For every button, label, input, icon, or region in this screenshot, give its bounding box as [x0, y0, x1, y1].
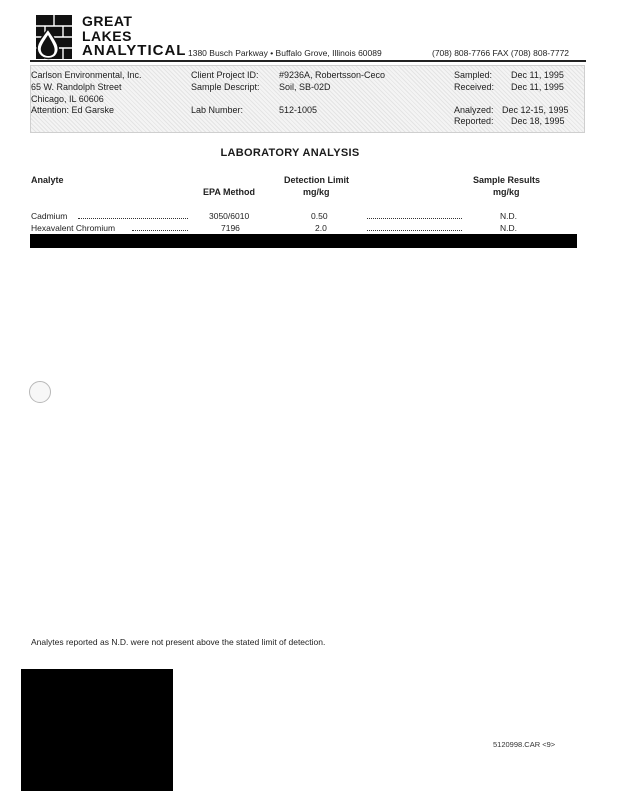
sample-result: N.D.	[500, 223, 517, 233]
received-label: Received:	[454, 82, 495, 92]
page-title: LABORATORY ANALYSIS	[220, 147, 360, 159]
footnote: Analytes reported as N.D. were not present above the stated limit of detection.	[31, 637, 326, 647]
sample-descript-value: Soil, SB-02D	[279, 82, 331, 92]
analyte-name: Hexavalent Chromium	[31, 223, 116, 233]
logo-line-3: ANALYTICAL	[82, 42, 187, 59]
analyzed-value: Dec 12-15, 1995	[502, 105, 569, 115]
col-method-header: EPA Method	[203, 187, 255, 197]
lab-logo-icon	[30, 15, 76, 61]
leader-dots	[367, 230, 462, 231]
lab-address: 1380 Busch Parkway • Buffalo Grove, Illinois 60089	[188, 48, 382, 58]
analyzed-label: Analyzed:	[454, 105, 494, 115]
client-project-label: Client Project ID:	[191, 70, 259, 80]
sample-result: N.D.	[500, 211, 517, 221]
sampled-value: Dec 11, 1995	[511, 70, 564, 80]
reported-value: Dec 18, 1995	[511, 116, 565, 126]
sampled-label: Sampled:	[454, 70, 493, 80]
lab-number-value: 512-1005	[279, 105, 318, 115]
redaction-block	[21, 669, 173, 791]
client-street: 65 W. Randolph Street	[31, 82, 122, 92]
client-city: Chicago, IL 60606	[31, 94, 104, 104]
lab-number-label: Lab Number:	[191, 105, 244, 115]
detection-limit: 2.0	[315, 223, 327, 233]
client-company: Carlson Environmental, Inc.	[31, 70, 142, 80]
punch-hole	[29, 381, 51, 403]
leader-dots	[367, 218, 462, 219]
analyte-name: Cadmium	[31, 211, 68, 221]
reported-label: Reported:	[454, 116, 494, 126]
client-project-value: #9236A, Robertsson-Ceco	[279, 70, 386, 80]
col-analyte-header: Analyte	[31, 175, 64, 185]
received-value: Dec 11, 1995	[511, 82, 564, 92]
col-results-header: Sample Results	[473, 175, 541, 185]
epa-method: 7196	[221, 223, 240, 233]
col-detection-unit: mg/kg	[303, 187, 330, 197]
redaction-bar	[30, 234, 577, 248]
col-detection-header: Detection Limit	[284, 175, 350, 185]
leader-dots	[132, 230, 188, 231]
detection-limit: 0.50	[311, 211, 328, 221]
leader-dots	[78, 218, 188, 219]
document-code: 5120998.CAR <9>	[493, 740, 556, 749]
logo-line-1: GREAT	[82, 13, 133, 29]
company-logo-text	[82, 14, 186, 59]
col-results-unit: mg/kg	[493, 187, 520, 197]
client-attention: Attention: Ed Garske	[31, 105, 115, 115]
sample-descript-label: Sample Descript:	[191, 82, 260, 92]
lab-phones: (708) 808-7766 FAX (708) 808-7772	[432, 48, 570, 58]
logo-line-2: LAKES	[82, 28, 132, 44]
epa-method: 3050/6010	[209, 211, 250, 221]
header-rule	[30, 60, 586, 62]
